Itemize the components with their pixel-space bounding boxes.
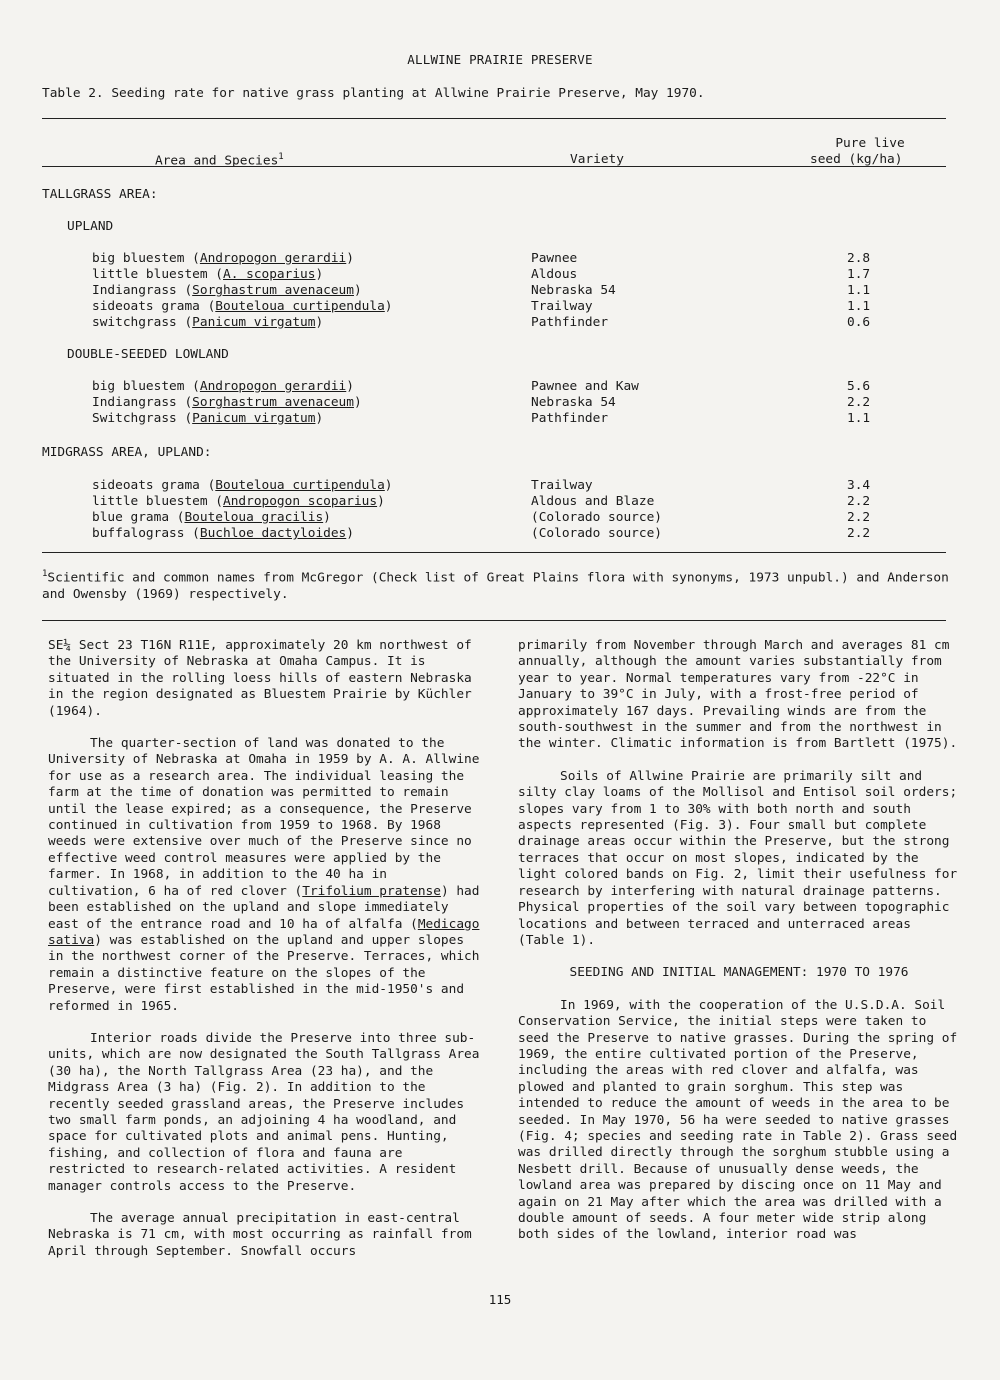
- variety-cell: Aldous and Blaze: [531, 494, 655, 509]
- col-head-rate-line1: Pure live: [835, 136, 905, 151]
- table-row: Indiangrass (Sorghastrum avenaceum): [92, 395, 362, 410]
- table-row: blue grama (Bouteloua gracilis): [92, 510, 331, 525]
- footnote-mark: 1: [278, 152, 284, 162]
- rate-cell: 2.8: [847, 251, 871, 266]
- variety-cell: (Colorado source): [531, 510, 662, 525]
- page-number: 115: [488, 1292, 512, 1307]
- paragraph: Interior roads divide the Preserve into three sub-units, which are now designated the South Tallgrass Area (30 ha), the North Tallgrass Area (23 ha), and the Midgrass Area (3 ha) (Fig. 2). In addition to the recently seeded grassland areas, the Preserve includes two small farm ponds, an adjoining 4 ha woodland, and space for cultivated plots and animal pens. Hunting, fishing, and collection of flora and fauna are restricted to research-related activities. A resident manager controls access to the Preserve.: [48, 1030, 480, 1194]
- rate-cell: 5.6: [847, 379, 871, 394]
- variety-cell: Trailway: [531, 478, 593, 493]
- table-row: sideoats grama (Bouteloua curtipendula): [92, 478, 393, 493]
- right-text-column: [518, 638, 960, 1260]
- variety-cell: Aldous: [531, 267, 578, 282]
- section-heading: SEEDING AND INITIAL MANAGEMENT: 1970 TO 1976: [569, 965, 909, 981]
- rate-cell: 1.1: [847, 283, 871, 298]
- variety-cell: Trailway: [531, 299, 593, 314]
- table-row: big bluestem (Andropogon gerardii): [92, 251, 354, 266]
- table-row: Indiangrass (Sorghastrum avenaceum): [92, 283, 362, 298]
- table-top-rule: [42, 118, 946, 119]
- section-title: TALLGRASS AREA:: [42, 187, 158, 202]
- rate-cell: 2.2: [847, 510, 871, 525]
- col-head-rate-line2: seed (kg/ha): [810, 152, 903, 167]
- rate-cell: 2.2: [847, 494, 871, 509]
- variety-cell: (Colorado source): [531, 526, 662, 541]
- footnote-rule: [42, 620, 946, 621]
- paragraph: primarily from November through March and averages 81 cm annually, although the amount varies substantially from year to year. Normal temperatures vary from -22°C in January to 39°C in July, with a frost-free period of approximately 167 days. Prevailing winds are from the south-southwest in the summer and from the northwest in the winter. Climatic information is from Bartlett (1975).: [518, 638, 958, 752]
- section-title: DOUBLE-SEEDED LOWLAND: [67, 347, 229, 362]
- variety-cell: Nebraska 54: [531, 395, 616, 410]
- table-row: buffalograss (Buchloe dactyloides): [92, 526, 354, 541]
- variety-cell: Pathfinder: [531, 411, 609, 426]
- paragraph: Soils of Allwine Prairie are primarily silt and silty clay loams of the Mollisol and Entisol soil orders; slopes vary from 1 to 30% with both north and south aspects represented (Fig. 3). Four small but complete drainage areas occur within the Preserve, but the strong terraces that occur on most slopes, indicated by the light colored bands on Fig. 2, limit their usefulness for research by interfering with natural drainage patterns. Physical properties of the soil vary between topographic locations and between terraced and unterraced areas (Table 1).: [518, 768, 958, 948]
- section-title: MIDGRASS AREA, UPLAND:: [42, 445, 212, 460]
- variety-cell: Pawnee and Kaw: [531, 379, 639, 394]
- rate-cell: 3.4: [847, 478, 871, 493]
- variety-cell: Nebraska 54: [531, 283, 616, 298]
- rate-cell: 1.1: [847, 299, 871, 314]
- table-footnote: $^1$Scientific and common names from McGregor (Check list of Great Plains flora with synonyms, 1973 unpubl.) and Anderson and Owensby (1969) respectively.: [42, 569, 949, 603]
- table-row: little bluestem (Andropogon scoparius): [92, 494, 385, 509]
- table-row: big bluestem (Andropogon gerardii): [92, 379, 354, 394]
- paragraph: The quarter-section of land was donated to the University of Nebraska at Omaha in 1959 by A. A. Allwine for use as a research area. The individual leasing the farm at the time of donation was permitted to remain until the lease expired; as a consequence, the Preserve continued in cultivation from 1959 to 1968. By 1968 weeds were extensive over much of the Preserve since no effective weed control measures were applied by the farmer. In 1968, in addition to the 40 ha in cultivation, 6 ha of red clover (Trifolium pratense) had been established on the upland and slope immediately east of the entrance road and 10 ha of alfalfa (Medicago sativa) was established on the upland and upper slopes in the northwest corner of the Preserve. Terraces, which remain a distinctive feature on the slopes of the Preserve, were first established in the mid-1950's and reformed in 1965.: [48, 736, 480, 1014]
- rate-cell: 2.2: [847, 526, 871, 541]
- table-row: switchgrass (Panicum virgatum): [92, 315, 324, 330]
- col-head-species: Area and Species$^1$: [155, 152, 284, 169]
- table-row: Switchgrass (Panicum virgatum): [92, 411, 324, 426]
- left-text-column: [48, 638, 484, 1276]
- rate-cell: 1.7: [847, 267, 871, 282]
- table-caption: Table 2. Seeding rate for native grass planting at Allwine Prairie Preserve, May 1970.: [42, 86, 705, 101]
- paragraph: In 1969, with the cooperation of the U.S.D.A. Soil Conservation Service, the initial steps were taken to seed the Preserve to native grasses. During the spring of 1969, the entire cultivated portion of the Preserve, including the areas with red clover and alfalfa, was plowed and planted to grain sorghum. This step was intended to reduce the amount of weeds in the area to be seeded. In May 1970, 56 ha were seeded to native grasses (Fig. 4; species and seeding rate in Table 2). Grass seed was drilled directly through the sorghum stubble using a Nesbett drill. Because of unusually dense weeds, the lowland area was prepared by discing once on 11 May and again on 21 May after which the area was drilled with a double amount of seeds. A four meter wide strip along both sides of the lowland, interior road was: [518, 997, 958, 1243]
- table-row: sideoats grama (Bouteloua curtipendula): [92, 299, 393, 314]
- paragraph: The average annual precipitation in east-central Nebraska is 71 cm, with most occurring as rainfall from April through September. Snowfall occurs: [48, 1211, 472, 1259]
- variety-cell: Pathfinder: [531, 315, 609, 330]
- variety-cell: Pawnee: [531, 251, 578, 266]
- section-title: UPLAND: [67, 219, 114, 234]
- col-head-variety: Variety: [570, 152, 624, 167]
- rate-cell: 1.1: [847, 411, 871, 426]
- table-bottom-rule: [42, 552, 946, 553]
- rate-cell: 2.2: [847, 395, 871, 410]
- paragraph: SE¼ Sect 23 T16N R11E, approximately 20 km northwest of the University of Nebraska at Omaha Campus. It is situated in the rolling loess hills of eastern Nebraska in the region designated as Bluestem Prairie by Küchler (1964).: [48, 638, 472, 719]
- rate-cell: 0.6: [847, 315, 871, 330]
- table-row: little bluestem (A. scoparius): [92, 267, 324, 282]
- running-header: ALLWINE PRAIRIE PRESERVE: [407, 52, 593, 67]
- table-head-rule: [42, 166, 946, 167]
